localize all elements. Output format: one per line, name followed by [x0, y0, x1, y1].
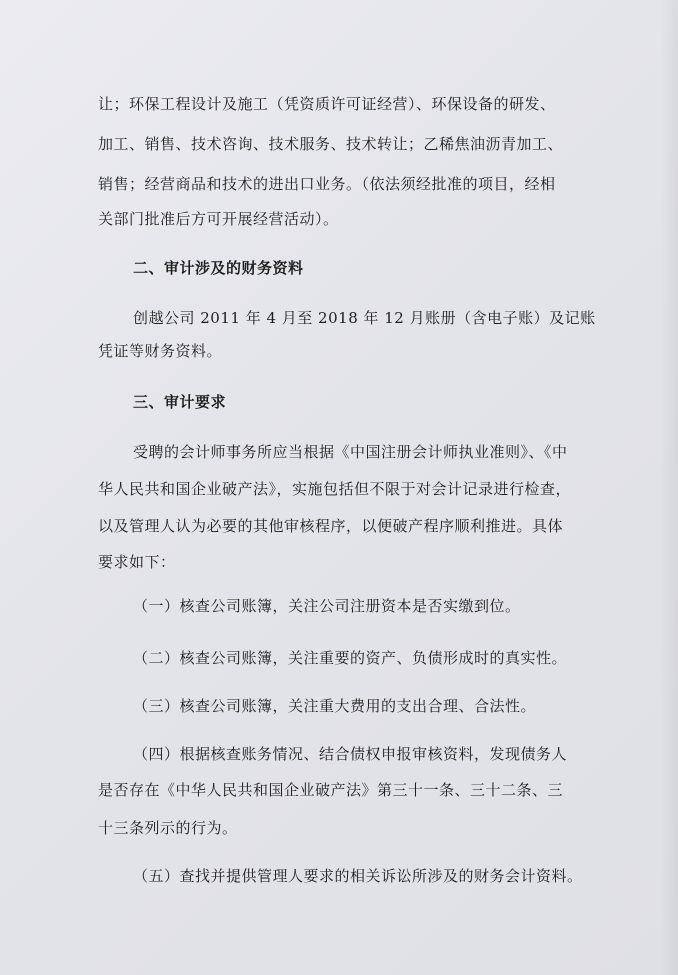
- body-text-line: 创越公司 2011 年 4 月至 2018 年 12 月账册（含电子账）及记账: [133, 309, 596, 327]
- body-text-line: 关部门批准后方可开展经营活动）。: [98, 210, 339, 228]
- body-text-line: 让；环保工程设计及施工（凭资质许可证经营）、环保设备的研发、: [98, 95, 556, 113]
- list-item-continuation: 十三条列示的行为。: [98, 819, 238, 837]
- section-heading: 二、审计涉及的财务资料: [133, 259, 304, 277]
- body-text-line: 要求如下：: [98, 553, 176, 571]
- list-item: （五）查找并提供管理人要求的相关诉讼所涉及的财务会计资料。: [133, 867, 583, 885]
- body-text-line: 凭证等财务资料。: [98, 342, 223, 360]
- list-item-continuation: 是否存在《中华人民共和国企业破产法》第三十一条、三十二条、三: [98, 781, 564, 799]
- list-item: （四）根据核查账务情况、结合债权申报审核资料，发现债务人: [133, 745, 568, 763]
- body-text-line: 受聘的会计师事务所应当根据《中国注册会计师执业准则》、《中: [133, 443, 568, 461]
- list-item: （三）核查公司账簿，关注重大费用的支出合理、合法性。: [133, 697, 537, 715]
- body-text-line: 加工、销售、技术咨询、技术服务、技术转让；乙稀焦油沥青加工、: [98, 135, 564, 153]
- section-heading: 三、审计要求: [133, 393, 227, 411]
- body-text-line: 以及管理人认为必要的其他审核程序，以便破产程序顺利推进。具体: [98, 517, 564, 535]
- body-text-line: 销售；经营商品和技术的进出口业务。（依法须经批准的项目，经相: [98, 175, 556, 193]
- list-item: （一）核查公司账簿，关注公司注册资本是否实缴到位。: [133, 597, 521, 615]
- list-item: （二）核查公司账簿，关注重要的资产、负债形成时的真实性。: [133, 649, 568, 667]
- body-text-line: 华人民共和国企业破产法》，实施包括但不限于对会计记录进行检查，: [98, 480, 572, 498]
